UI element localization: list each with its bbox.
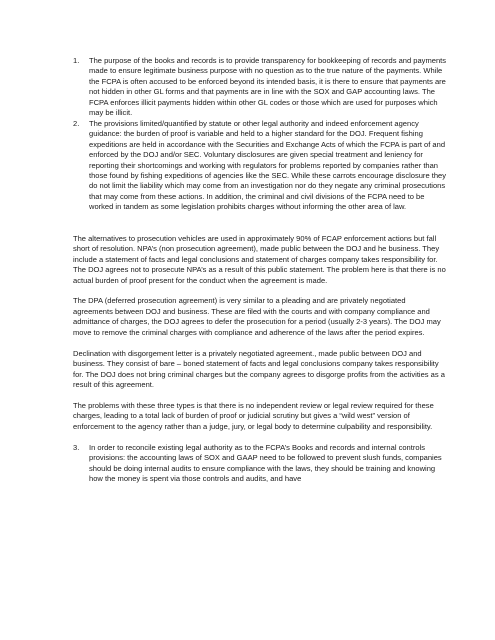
list-item-text: The purpose of the books and records is to provide transparency for bookkeeping of records and payments made to ensure legitimate business purpose with no question as to the true nature of the payments. While the FCPA is often accused to be enforced beyond its intended basis, it is there to ensure that payments are not hidden in other GL forms and that payments are in line with the SOX and GAP accounting laws. The FCPA enforces illicit payments hidden within other GL codes or those which are used for purposes which may be illicit. (89, 56, 447, 118)
section-gap (73, 213, 446, 234)
numbered-list-bottom (73, 443, 446, 485)
list-item-number: 1. (73, 56, 80, 65)
list-item-text: The provisions limited/quantified by statute or other legal authority and indeed enforcement agency guidance: the burden of proof is variable and held to a higher standard for the DOJ. Frequent fishing expeditions are held in accordance with the Securities and Exchange Acts of which the FCPA is part of and enforced by the DOJ and/or SEC. Voluntary disclosures are given special treatment and leniency for reporting their shortcomings and working with regulators for problems reported by companies rather than those found by fishing expeditions of agencies like the SEC. While these carrots encourage disclosure they do not limit the liability which may come from an investigation nor do they negate any criminal prosecutions that may come from these actions. In addition, the criminal and civil divisions of the FCPA need to be worked in tandem as some legislation prohibits charges without informing the other area of law. (89, 118, 447, 212)
list-item-number: 2. (73, 118, 80, 128)
list-item (73, 56, 446, 119)
numbered-list-top (73, 56, 446, 213)
paragraph-dpa: The DPA (deferred prosecution agreement) is very similar to a pleading and are privately negotiated agreements between DOJ and business. These are filed with the courts and with company compliance and admittance of charges, the DOJ agrees to defer the prosecution for a period (usually 2-3 years). The DOJ may move to remove the criminal charges with compliance and adherence of the laws after the period expires. (73, 296, 441, 337)
paragraph-declination: Declination with disgorgement letter is a privately negotiated agreement., made public between DOJ and business. They consist of bare – boned statement of facts and legal conclusions company takes responsibility for. The DOJ does not bring criminal charges but the company agrees to disgorge profits from the activities as a result of this agreement. (73, 348, 445, 390)
list-item (73, 443, 446, 485)
document-body (73, 56, 446, 484)
list-item (73, 119, 446, 213)
paragraph-alternatives: The alternatives to prosecution vehicles are used in approximately 90% of FCAP enforcement actions but fall short of resolution. NPA’s (non prosecution agreement), made public between the DOJ and he business. They include a statement of facts and legal conclusions and statement of charges company takes responsibility for. The DOJ agrees not to prosecute NPA’s as a result of this public statement. The problem here is that there is no actual burden of proof present for the conduct when the agreement is made. (73, 233, 446, 285)
list-item-text: In order to reconcile existing legal authority as to the FCPA’s Books and records and internal controls provisions: the accounting laws of SOX and GAAP need to be followed to prevent slush funds, companies should be doing internal audits to ensure compliance with the laws, they should be training and knowing how the money is spent via those controls and audits, and have (89, 442, 442, 483)
list-item-number: 3. (73, 442, 80, 452)
paragraph-problems: The problems with these three types is that there is no independent review or legal review required for these charges, leading to a total lack of burden of proof or judicial scrutiny but gives a “wild west” version of enforcement to the agency rather than a judge, jury, or legal body to determine culpability and responsibility. (73, 400, 434, 431)
